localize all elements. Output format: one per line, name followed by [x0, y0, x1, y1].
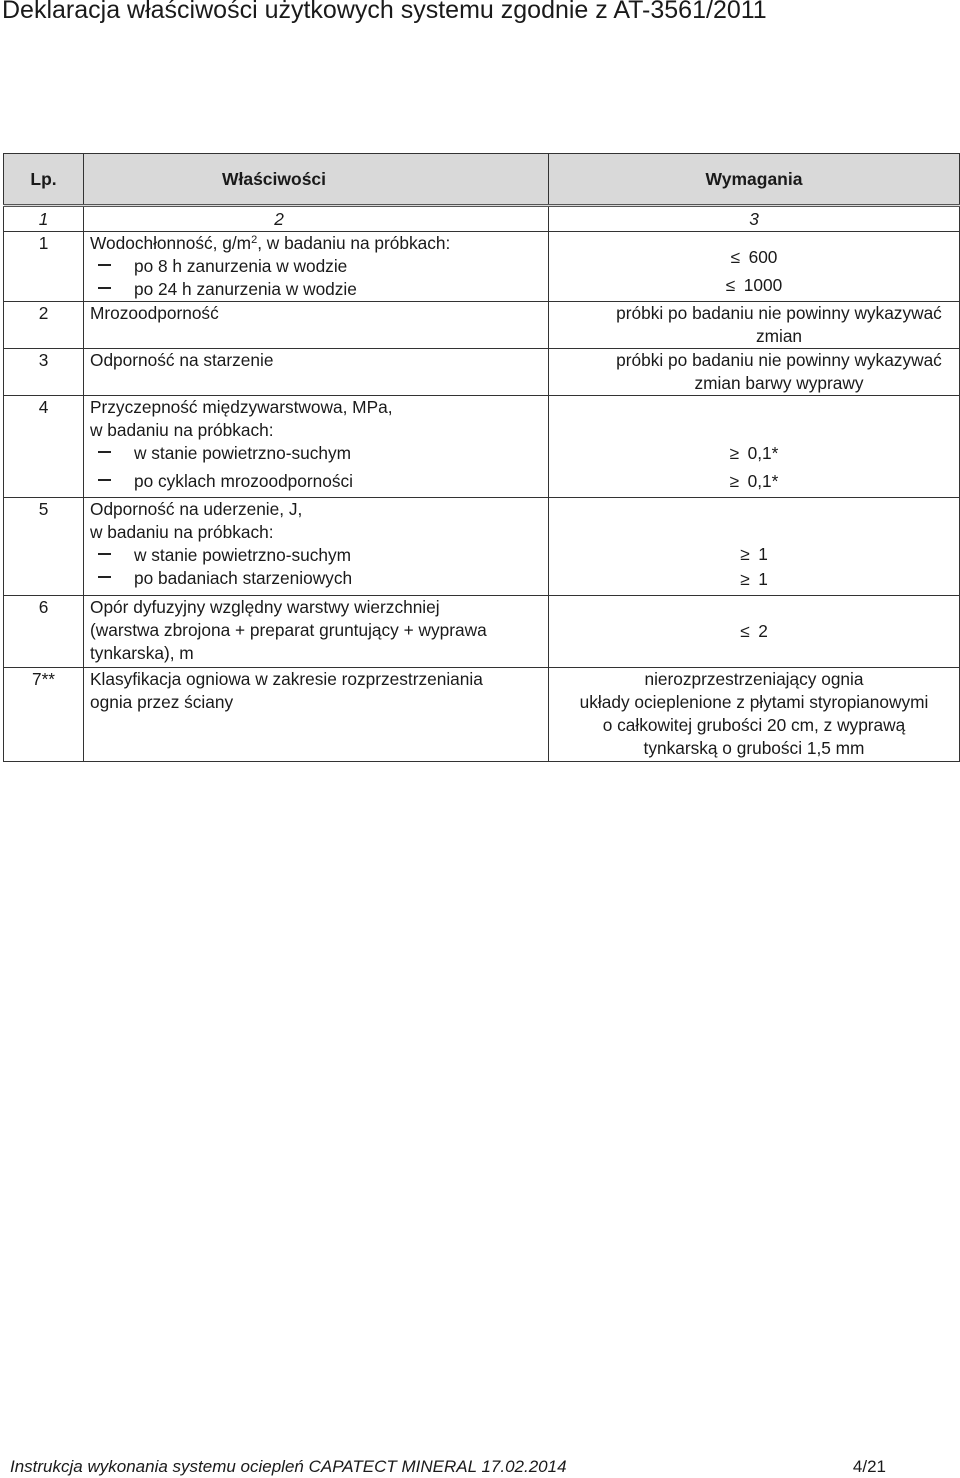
properties-table [3, 153, 960, 762]
requirement-value: ≥ 0,1* [549, 439, 959, 467]
requirement-value: ≤ 2 [740, 621, 768, 641]
row-requirement [549, 596, 960, 668]
list-item: po cyklach mrozoodporności [90, 465, 548, 497]
greater-equal-icon: ≥ [729, 471, 740, 491]
greater-equal-icon: ≥ [740, 544, 750, 564]
header-lp: Lp. [4, 154, 84, 206]
table-row [4, 498, 960, 596]
row-lp: 4 [4, 396, 84, 498]
row-lp: 2 [4, 302, 84, 349]
table-row [4, 232, 960, 302]
table-row [4, 596, 960, 668]
dash-bullet-icon [98, 264, 111, 266]
list-item: po badaniach starzeniowych [90, 567, 548, 590]
dash-bullet-icon [98, 553, 111, 555]
requirement-value: ≥ 1 [549, 567, 959, 592]
table-row [4, 302, 960, 349]
page-number: 4/21 [852, 1457, 886, 1476]
list-item: w stanie powietrzno-suchym [90, 544, 548, 567]
list-item: po 24 h zanurzenia w wodzie [90, 278, 548, 301]
table-row [4, 349, 960, 396]
greater-equal-icon: ≥ [740, 569, 750, 589]
less-equal-icon: ≤ [725, 275, 736, 295]
requirement-value: ≥ 0,1* [549, 467, 959, 495]
row-property: Odporność na starzenie [84, 349, 549, 396]
footer-text: Instrukcja wykonania systemu ociepleń CAPATECT MINERAL 17.02.2014 [10, 1457, 567, 1476]
document-title: Deklaracja właściwości użytkowych systemu zgodnie z AT-3561/2011 [2, 0, 767, 24]
row-title: Wodochłonność, $g/m^2$, w badaniu na próbkach: [90, 233, 451, 253]
header-requirement: Wymagania [549, 154, 960, 206]
table-row [4, 396, 960, 498]
dash-bullet-icon [98, 287, 111, 289]
row-requirement: nierozprzestrzeniający ognia układy ocieplenione z płytami styropianowymi o całkowitej grubości 20 cm, z wyprawą tynkarską o grubości 1,5 mm [549, 668, 960, 762]
row-property: Opór dyfuzyjny względny warstwy wierzchniej (warstwa zbrojona + preparat gruntujący + wyprawa tynkarska), m [84, 596, 549, 668]
row-lp: 5 [4, 498, 84, 596]
dash-bullet-icon [98, 479, 111, 481]
header-property: Właściwości [84, 154, 549, 206]
row-lp: 7** [4, 668, 84, 762]
row-property: Klasyfikacja ogniowa w zakresie rozprzestrzeniania ognia przez ściany [84, 668, 549, 762]
row-property [84, 232, 549, 302]
column-number-3: 3 [549, 206, 960, 232]
table-row [4, 668, 960, 762]
row-requirement: próbki po badaniu nie powinny wykazywać zmian [549, 302, 960, 349]
page-footer [10, 1457, 886, 1477]
table-header-row [4, 154, 960, 206]
row-lp: 6 [4, 596, 84, 668]
row-requirement: próbki po badaniu nie powinny wykazywać zmian barwy wyprawy [549, 349, 960, 396]
row-property: Mrozoodporność [84, 302, 549, 349]
row-requirement [549, 498, 960, 596]
less-equal-icon: ≤ [740, 621, 750, 641]
requirement-value: ≤ 600 [549, 242, 959, 272]
row-requirement [549, 232, 960, 302]
row-property: Przyczepność międzywarstwowa, MPa, w badaniu na próbkach: w stanie powietrzno-suchym po cyklach mrozoodporności [84, 396, 549, 498]
column-number-1: 1 [4, 206, 84, 232]
requirement-value: ≥ 1 [549, 542, 959, 567]
row-lp: 1 [4, 232, 84, 302]
column-numbers-row [4, 206, 960, 232]
row-requirement [549, 396, 960, 498]
dash-bullet-icon [98, 451, 111, 453]
row-lp: 3 [4, 349, 84, 396]
dash-bullet-icon [98, 576, 111, 578]
row-property: Odporność na uderzenie, J, w badaniu na próbkach: w stanie powietrzno-suchym po badaniach starzeniowych [84, 498, 549, 596]
list-item: po 8 h zanurzenia w wodzie [90, 255, 548, 278]
requirement-value: ≤ 1000 [549, 272, 959, 298]
list-item: w stanie powietrzno-suchym [90, 442, 548, 465]
column-number-2: 2 [84, 206, 549, 232]
greater-equal-icon: ≥ [729, 443, 740, 463]
less-equal-icon: ≤ [730, 247, 741, 267]
